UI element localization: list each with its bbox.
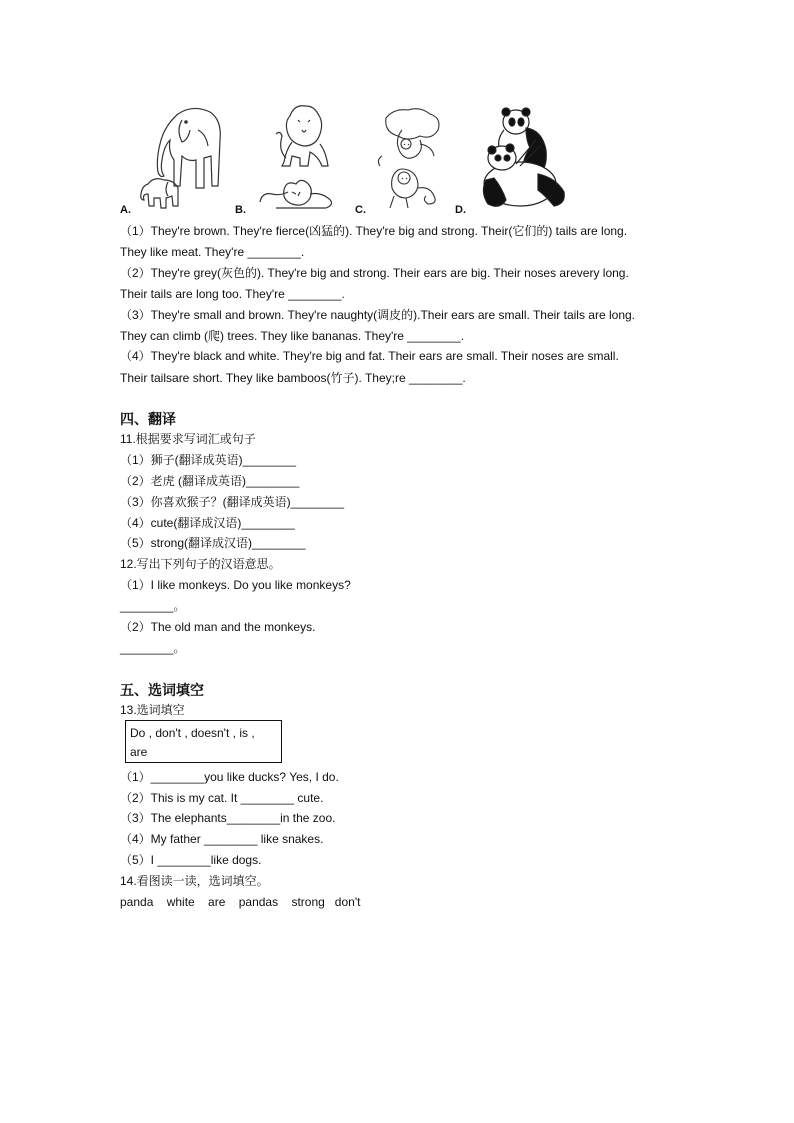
monkey-icon bbox=[372, 100, 454, 212]
elephant-icon bbox=[138, 100, 228, 212]
panda-icon bbox=[476, 100, 572, 212]
question-3-line-2: They can climb (爬) trees. They like bananas. They're ________. bbox=[120, 329, 465, 343]
question-1-line-1: （1）They're brown. They're fierce(凶猛的). They're big and strong. Their(它们的) tails are long. bbox=[120, 224, 628, 238]
q14-word-list: panda white are pandas strong don't bbox=[120, 895, 361, 909]
q14-title: 14.看图读一读，选词填空。 bbox=[120, 874, 269, 888]
q13-item: （2）This is my cat. It ________ cute. bbox=[120, 791, 324, 805]
word-bank-line: are bbox=[130, 745, 148, 759]
word-bank-box bbox=[125, 720, 282, 763]
question-3-line-1: （3）They're small and brown. They're naughty(调皮的).Their ears are small. Their tails are long. bbox=[120, 308, 636, 322]
q12-item: （1）I like monkeys. Do you like monkeys? bbox=[120, 578, 351, 592]
q13-item: （5）I ________like dogs. bbox=[120, 853, 262, 867]
q13-title: 13.选词填空 bbox=[120, 703, 185, 717]
q11-item: （2）老虎 (翻译成英语)________ bbox=[120, 474, 300, 488]
option-label-a: A. bbox=[120, 204, 131, 216]
q13-item: （4）My father ________ like snakes. bbox=[120, 832, 324, 846]
word-bank-line: Do , don't , doesn't , is , bbox=[130, 726, 255, 740]
q12-item: （2）The old man and the monkeys. bbox=[120, 620, 316, 634]
option-label-d: D. bbox=[455, 204, 466, 216]
q11-item: （5）strong(翻译成汉语)________ bbox=[120, 536, 306, 550]
section-4-title: 四、翻译 bbox=[120, 411, 176, 427]
q13-item: （1）________you like ducks? Yes, I do. bbox=[120, 770, 339, 784]
section-5-title: 五、选词填空 bbox=[120, 682, 204, 698]
q11-item: （1）狮子(翻译成英语)________ bbox=[120, 453, 297, 467]
q11-title: 11.根据要求写词汇或句子 bbox=[120, 432, 256, 446]
question-2-line-1: （2）They're grey(灰色的). They're big and strong. Their ears are big. Their noses arevery long. bbox=[120, 266, 629, 280]
option-label-c: C. bbox=[355, 204, 366, 216]
question-4-line-2: Their tailsare short. They like bamboos(竹子). They;re ________. bbox=[120, 371, 466, 385]
question-2-line-2: Their tails are long too. They're ________. bbox=[120, 287, 345, 301]
q13-item: （3）The elephants________in the zoo. bbox=[120, 811, 336, 825]
q12-answer-line: ________。 bbox=[120, 599, 186, 613]
q12-title: 12.写出下列句子的汉语意思。 bbox=[120, 557, 281, 571]
question-4-line-1: （4）They're black and white. They're big and fat. Their ears are small. Their noses are small. bbox=[120, 349, 619, 363]
question-1-line-2: They like meat. They're ________. bbox=[120, 245, 305, 259]
q12-answer-line: ________。 bbox=[120, 641, 186, 655]
animal-pictures bbox=[120, 100, 680, 218]
option-label-b: B. bbox=[235, 204, 246, 216]
q11-item: （3）你喜欢猴子？(翻译成英语)________ bbox=[120, 495, 345, 509]
lion-icon bbox=[256, 100, 346, 212]
q11-item: （4）cute(翻译成汉语)________ bbox=[120, 516, 295, 530]
